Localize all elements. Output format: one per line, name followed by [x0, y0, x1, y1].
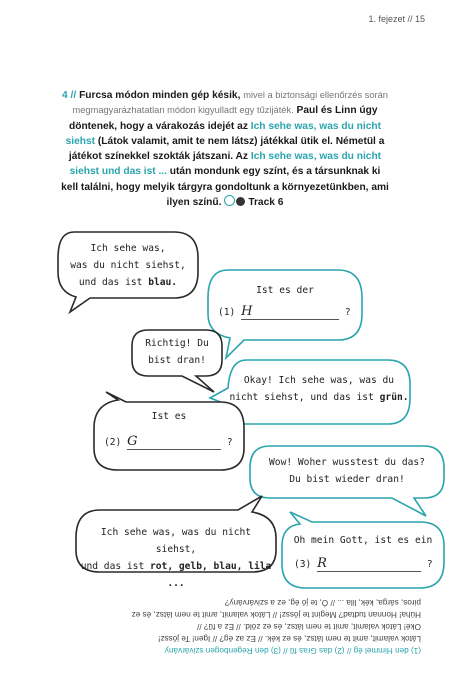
page-header: 1. fejezet // 15 — [368, 14, 425, 24]
bubble-7-line-1: Ich sehe was, was du nicht siehst, — [100, 527, 252, 555]
answer-field-2: (2) G ? — [104, 434, 233, 449]
track-label[interactable]: Track 6 — [248, 197, 284, 209]
intro-bold-1: Furcsa módon minden gép késik, — [79, 90, 241, 101]
exercise-number: 4 // — [62, 90, 77, 101]
bubble-1-line-1: Ich sehe was, — [90, 243, 166, 254]
intro-bold-3: (Látok valamit, amit te nem látsz) játékkal ütik el. Németül a játékot színekkel szokták játszani. Az — [68, 135, 385, 163]
bubble-5-line-1: Ist es — [151, 411, 187, 422]
intro-bold-2: Paul és Linn úgy döntenek, hogy a várakozás idejét az — [69, 105, 378, 132]
bubble-6-line-2: Du bist wieder dran! — [289, 474, 405, 485]
bubble-7-line-2: und das ist rot, gelb, blau, lila ... — [80, 561, 272, 589]
bubble-1-line-2: was du nicht siehst, — [70, 260, 186, 271]
answer-field-1: (1) H ? — [218, 304, 351, 319]
bubble-1-text — [60, 240, 196, 291]
answer-key-line-3: Oké! Látok valamit, amit te nem látsz, és ez zöld. // Ez a fű? // — [197, 622, 421, 631]
answer-key-line-5: piros, sárga, kék, lila ... // Ó, te jó ég, ez a szivárvány? — [224, 598, 421, 607]
bubble-6-text — [252, 454, 442, 488]
bubble-3-line-1: Richtig! Du — [145, 338, 209, 349]
bubble-3-line-2: bist dran! — [148, 355, 206, 366]
answer-field-3: (3) R ? — [294, 556, 433, 571]
bubble-1-line-3: und das ist blau. — [78, 277, 178, 288]
bubble-8 — [282, 512, 444, 588]
answer-key-line-2: Látok valamit, amit te nem látsz, és ez kék. // Ez az ég? // Igen! Te jössz! — [158, 634, 421, 643]
answer-key-line-4: Húha! Honnan tudtad? Megint te jössz! // Látok valamit, amit te nem látsz, és ez — [131, 610, 421, 619]
bubble-6-line-1: Wow! Woher wusstest du das? — [269, 457, 425, 468]
bubble-4-line-2: nicht siehst, und das ist grün. — [229, 392, 409, 403]
bubble-4-line-1: Okay! Ich sehe was, was du — [243, 375, 395, 386]
bubble-7-text — [78, 524, 274, 592]
answer-key-line-1: (1) den Himmel ég // (2) das Gras fű // (3) den Regenbogen szivárvány — [164, 646, 421, 655]
intro-teal-2: Ich sehe was, was du nicht siehst und das ist ... — [69, 151, 382, 178]
bubble-5 — [94, 392, 244, 470]
bubble-2-line-1: Ist es der — [256, 285, 314, 296]
bubble-8-line-1: Oh mein Gott, ist es ein — [293, 535, 433, 546]
answer-3-value[interactable]: R — [317, 556, 327, 571]
answer-2-value[interactable]: G — [127, 434, 138, 449]
answer-key-upside-down — [46, 596, 421, 656]
bubble-4-text — [228, 372, 410, 406]
intro-teal-1: Ich sehe was, was du nicht siehst — [65, 120, 381, 147]
bubble-3-text — [132, 335, 222, 369]
intro-bold-4: után mondunk egy színt, és a társunknak ki kell találni, hogy melyik tárgyra gondoltunk a környezetünkben, ami ilyen színű. — [61, 166, 389, 209]
answer-1-value[interactable]: H — [241, 304, 253, 319]
intro-light-1: mivel a biztonsági ellenőrzés során megmagyarázhatatlan módon kigyulladt egy tűzijáték. — [72, 90, 388, 116]
